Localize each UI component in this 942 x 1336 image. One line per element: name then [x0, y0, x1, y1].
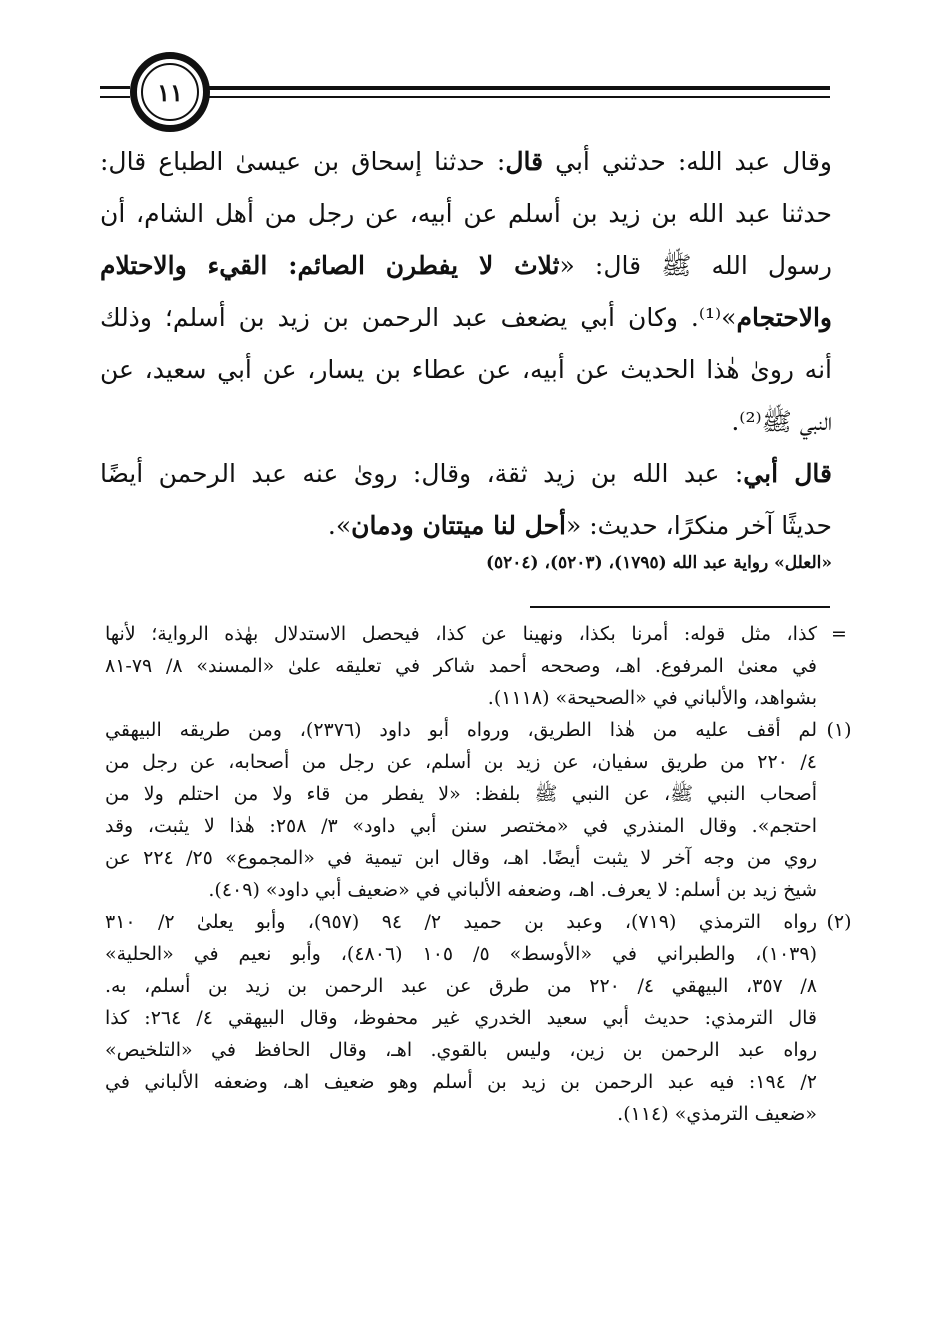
text-run: : حدثنا إسحاق بن عيسىٰ الطباع قال:: [100, 147, 506, 176]
footnote-marker: (١): [826, 719, 852, 741]
footnote-line: شيخ زيد بن أسلم: لا يعرف. اهـ، وضعفه الألباني في «ضعيف أبي داود» (٤٠٩).: [208, 879, 817, 901]
footnote-marker: =: [831, 623, 847, 645]
main-line: [100, 292, 832, 344]
footnote-line: روي من وجه آخر لا يثبت أيضًا. اهـ، وقال ابن تيمية في «المجموع» ٢٥/ ٢٢٤ عن: [105, 847, 817, 869]
text-run: النبي ﷺ⁽²⁾.: [731, 407, 832, 436]
footnote-line: في معنىٰ المرفوع. اهـ، وصححه أحمد شاكر في تعليقه علىٰ «المسند» ٨/ ٧٩-٨١: [105, 655, 817, 677]
footnote-line: قال الترمذي: حديث أبي سعيد الخدري غير محفوظ، وقال البيهقي ٤/ ٢٦٤: كذا: [105, 1007, 817, 1029]
bold-text: ثلاث لا يفطرن الصائم: القيء والاحتلام: [100, 251, 560, 280]
text-run: حدثنا عبد الله بن زيد بن أسلم عن أبيه، عن رجل من أهل الشام، أن: [100, 199, 832, 228]
main-line: [100, 344, 832, 396]
main-line: [100, 448, 832, 500]
header-rule-top-right: [208, 86, 830, 90]
footnote-line: كذا، مثل قوله: أمرنا بكذا، ونهينا عن كذا، فيحصل الاستدلال بهٰذه الرواية؛ لأنها: [105, 623, 817, 645]
footnote-line: «ضعيف الترمذي» (١١٤).: [617, 1103, 817, 1125]
text-run: أنه روىٰ هٰذا الحديث عن أبيه، عن عطاء بن يسار، عن أبي سعيد، عن: [100, 355, 832, 384]
source-citation: «العلل» رواية عبد الله (١٧٩٥)، (٥٢٠٣)، (٥٢٠٤): [485, 553, 832, 573]
bold-text: أحل لنا ميتتان ودمان: [351, 511, 566, 540]
text-run: وقال عبد الله: حدثني أبي: [543, 147, 832, 176]
footnote-marker: (٢): [826, 911, 852, 933]
footnotes: [105, 618, 852, 1258]
page-number: ١١: [157, 77, 183, 107]
footnote-line: احتجم». وقال المنذري في «مختصر سنن أبي داود» ٣/ ٢٥٨: هٰذا لا يثبت، وقد: [105, 815, 817, 837]
text-run: »⁽¹⁾. وكان أبي يضعف عبد الرحمن بن زيد بن أسلم؛ وذلك: [100, 303, 737, 332]
main-text: [100, 136, 832, 556]
main-line: [100, 396, 832, 448]
text-run: حديثًا آخر منكرًا، حديث: «: [565, 511, 832, 540]
header-rule-bottom: [100, 96, 130, 98]
header-rule-top: [100, 86, 130, 89]
footnote-line: أصحاب النبي ﷺ، عن النبي ﷺ بلفظ: «لا يفطر من قاء ولا من احتلم ولا من: [105, 783, 817, 805]
footnote-line: ٨/ ٣٥٧، البيهقي ٤/ ٢٢٠ من طرق عن عبد الرحمن بن زيد بن أسلم، به.: [105, 975, 817, 997]
footnote-line: رواه عبد الرحمن بن زين، وليس بالقوي. اهـ، وقال الحافظ في «التلخيص»: [105, 1039, 817, 1061]
main-line: [100, 500, 832, 552]
header-rule-bottom-right: [208, 96, 830, 98]
footnote-line: بشواهد، والألباني في «الصحيحة» (١١١٨).: [487, 687, 817, 709]
text-run: : عبد الله بن زيد ثقة، وقال: روىٰ عنه عبد الرحمن أيضًا: [100, 459, 744, 488]
main-line: [100, 136, 832, 188]
footnote-line: لم أقف عليه من هٰذا الطريق، ورواه أبو داود (٢٣٧٦)، ومن طريقه البيهقي: [105, 719, 817, 741]
bold-text: قال أبي: [743, 459, 832, 488]
bold-text: والاحتجام: [736, 303, 832, 332]
page-number-badge: [130, 52, 210, 132]
text-run: ».: [327, 511, 352, 540]
main-line: [100, 188, 832, 240]
main-line: [100, 240, 832, 292]
text-run: رسول الله ﷺ قال: «: [559, 251, 833, 280]
footnote-line: رواه الترمذي (٧١٩)، وعبد بن حميد ٢/ ٩٤ (٩٥٧)، وأبو يعلىٰ ٢/ ٣١٠: [105, 911, 817, 933]
footnote-line: ٤/ ٢٢٠ من طريق سفيان، عن زيد بن أسلم، عن رجل من أصحابه، عن رجل من: [105, 751, 817, 773]
footnote-line: (١٠٣٩)، والطبراني في «الأوسط» ٥/ ١٠٥ (٤٨٠٦)، وأبو نعيم في «الحلية»: [105, 943, 817, 965]
footnote-line: ٢/ ١٩٤: فيه عبد الرحمن بن زيد بن أسلم وهو ضعيف اهـ، وضعفه الألباني في: [105, 1071, 817, 1093]
bold-text: قال: [505, 147, 544, 176]
footnote-separator: [530, 606, 830, 608]
